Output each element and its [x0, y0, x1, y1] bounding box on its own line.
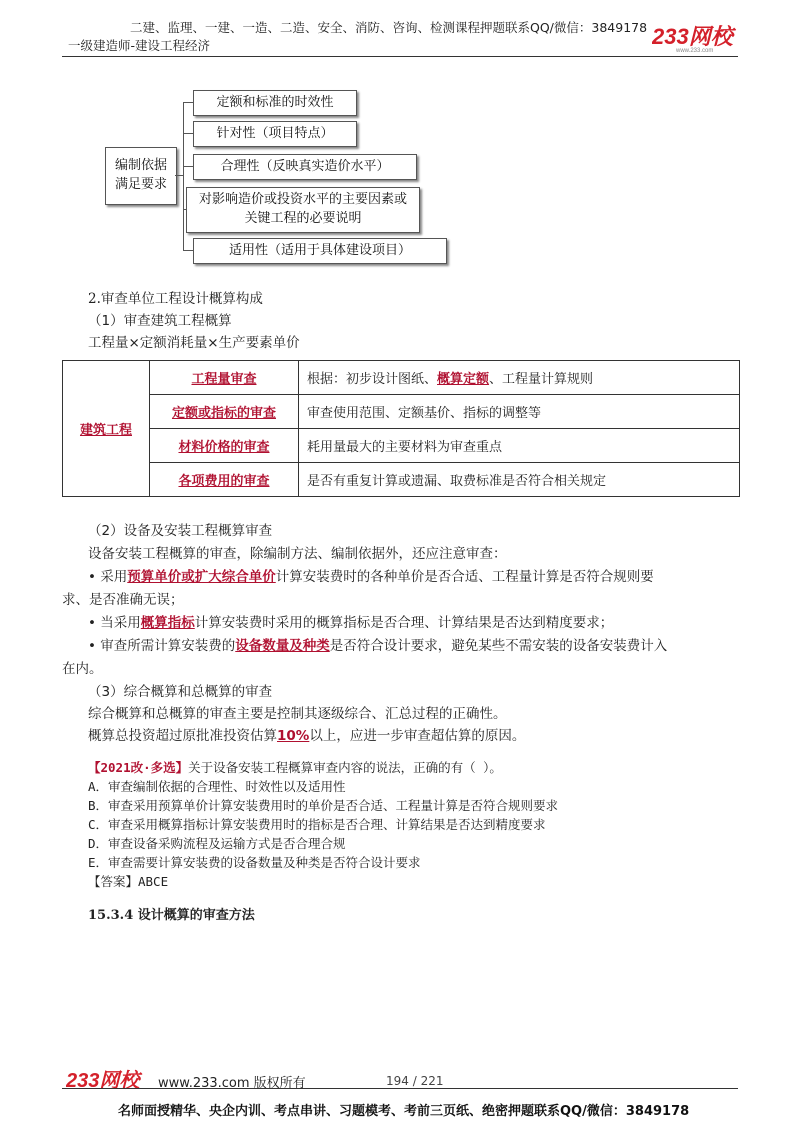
bullet-text-rest: 计算安装费时采用的概算指标是否合理、计算结果是否达到精度要求；	[194, 615, 614, 631]
bullet-text-rest: 是否符合设计要求，避免某些不需安装的设备安装费计入	[329, 638, 668, 654]
table-category-cell	[63, 361, 150, 497]
subsection-title: （2）设备及安装工程概算审查	[88, 523, 273, 539]
mindmap-branch-label: 适用性（适用于具体建设项目）	[228, 242, 411, 258]
table-item: 工程量审查	[191, 372, 257, 387]
mindmap-connector	[183, 250, 193, 251]
mindmap-connector	[183, 102, 193, 103]
mindmap-branch	[193, 90, 357, 116]
mindmap-branch-label: 对影响造价或投资水平的主要因素或关键工程的必要说明	[198, 192, 407, 226]
mindmap-branch	[193, 238, 447, 264]
question-option: C．审查采用概算指标计算安装费用时的指标是否合理、计算结果是否达到精度要求	[88, 817, 546, 832]
table-desc: 审查使用范围、定额基价、指标的调整等	[307, 406, 542, 421]
bullet-text: • 当采用	[88, 615, 141, 631]
bullet-continuation: 在内。	[62, 661, 103, 677]
table-desc: 耗用量最大的主要材料为审查重点	[307, 440, 503, 455]
mindmap-spine	[183, 102, 184, 250]
footer-logo-text: 233网校	[66, 1070, 140, 1092]
table-row	[63, 429, 740, 463]
subsection-title: （3）综合概算和总概算的审查	[88, 684, 273, 700]
section-heading: 15.3.4 设计概算的审查方法	[88, 908, 255, 923]
paragraph-text: 概算总投资超过原批准投资估算	[88, 728, 277, 744]
bullet-highlight: 设备数量及种类	[235, 638, 330, 654]
question-option: E．审查需要计算安装费的设备数量及种类是否符合设计要求	[88, 855, 421, 870]
table-desc-cell	[299, 395, 740, 429]
footer-logo	[66, 1068, 152, 1096]
bullet-text: • 采用	[88, 569, 128, 585]
table-row	[63, 463, 740, 497]
mindmap-connector	[183, 166, 193, 167]
paragraph-highlight: 10%	[277, 728, 310, 744]
mindmap-branch-label: 合理性（反映真实造价水平）	[220, 158, 390, 174]
table-item-cell	[150, 395, 299, 429]
mindmap-branch	[193, 121, 357, 147]
bullet-item	[88, 634, 667, 654]
footer-contact-line: 名师面授精华、央企内训、考点串讲、习题模考、考前三页纸、绝密押题联系QQ/微信：3849178	[118, 1104, 690, 1119]
table-item-cell	[150, 429, 299, 463]
paragraph	[88, 724, 525, 744]
question-option: A．审查编制依据的合理性、时效性以及适用性	[88, 779, 346, 794]
table-item-cell	[150, 463, 299, 497]
subsection-title: （1）审查建筑工程概算	[88, 313, 232, 329]
logo-text: 233网校	[652, 24, 733, 49]
bullet-text-rest: 计算安装费时的各种单价是否合适、工程量计算是否符合规则要	[275, 569, 654, 585]
mindmap-branch	[186, 187, 420, 233]
mindmap-branch-label: 针对性（项目特点）	[216, 125, 334, 141]
question-stem	[88, 758, 502, 776]
table-category: 建筑工程	[79, 423, 132, 438]
header-contact-line: 二建、监理、一建、一造、二造、安全、消防、咨询、检测课程押题联系QQ/微信：3849178	[130, 20, 648, 35]
mindmap-root	[105, 147, 177, 205]
table-desc: 根据：初步设计图纸、	[307, 372, 438, 387]
mindmap-root-label: 编制依据满足要求	[114, 158, 167, 192]
table-item: 定额或指标的审查	[171, 406, 276, 421]
bullet-continuation: 求、是否准确无误；	[62, 592, 184, 608]
section-title: 2.审查单位工程设计概算构成	[88, 291, 263, 307]
bullet-highlight: 预算单价或扩大综合单价	[127, 569, 276, 585]
table-desc-rest: 、工程量计算规则	[489, 372, 594, 387]
bullet-item	[88, 611, 613, 631]
question-answer: 【答案】ABCE	[88, 874, 169, 889]
mindmap-connector	[183, 133, 193, 134]
footer-rule	[62, 1088, 738, 1089]
question-text: 关于设备安装工程概算审查内容的说法，正确的有（ ）。	[188, 760, 502, 775]
formula-text: 工程量×定额消耗量×生产要素单价	[88, 335, 300, 351]
table-item-cell	[150, 361, 299, 395]
paragraph-text-rest: 以上，应进一步审查超估算的原因。	[309, 728, 526, 744]
header-rule	[62, 56, 738, 57]
table-item: 材料价格的审查	[178, 440, 270, 455]
header-logo	[652, 24, 738, 58]
mindmap-branch	[193, 154, 417, 180]
table-row	[63, 395, 740, 429]
mindmap-branch-label: 定额和标准的时效性	[216, 94, 334, 110]
paragraph: 综合概算和总概算的审查主要是控制其逐级综合、汇总过程的正确性。	[88, 706, 507, 722]
bullet-text: • 审查所需计算安装费的	[88, 638, 236, 654]
table-desc-cell	[299, 429, 740, 463]
page-number: 194 / 221	[386, 1074, 444, 1088]
question-option: D．审查设备采购流程及运输方式是否合理合规	[88, 836, 346, 851]
table-desc-highlight: 概算定额	[437, 372, 490, 387]
table-desc-cell	[299, 361, 740, 395]
table-item: 各项费用的审查	[178, 474, 270, 489]
bullet-highlight: 概算指标	[140, 615, 195, 631]
mindmap-connector	[175, 175, 183, 176]
bullet-item	[88, 565, 654, 585]
paragraph: 设备安装工程概算的审查，除编制方法、编制依据外，还应注意审查：	[88, 546, 507, 562]
logo-sub: www.233.com	[676, 48, 714, 54]
audit-table	[62, 360, 740, 497]
question-option: B．审查采用预算单价计算安装费用时的单价是否合适、工程量计算是否符合规则要求	[88, 798, 559, 813]
table-desc-cell	[299, 463, 740, 497]
header-subtitle: 一级建造师-建设工程经济	[68, 38, 211, 53]
table-desc: 是否有重复计算或遗漏、取费标准是否符合相关规定	[307, 474, 607, 489]
table-row	[63, 361, 740, 395]
question-tag: 【2021改·多选】	[88, 760, 189, 775]
footer-site: www.233.com 版权所有	[158, 1076, 306, 1091]
